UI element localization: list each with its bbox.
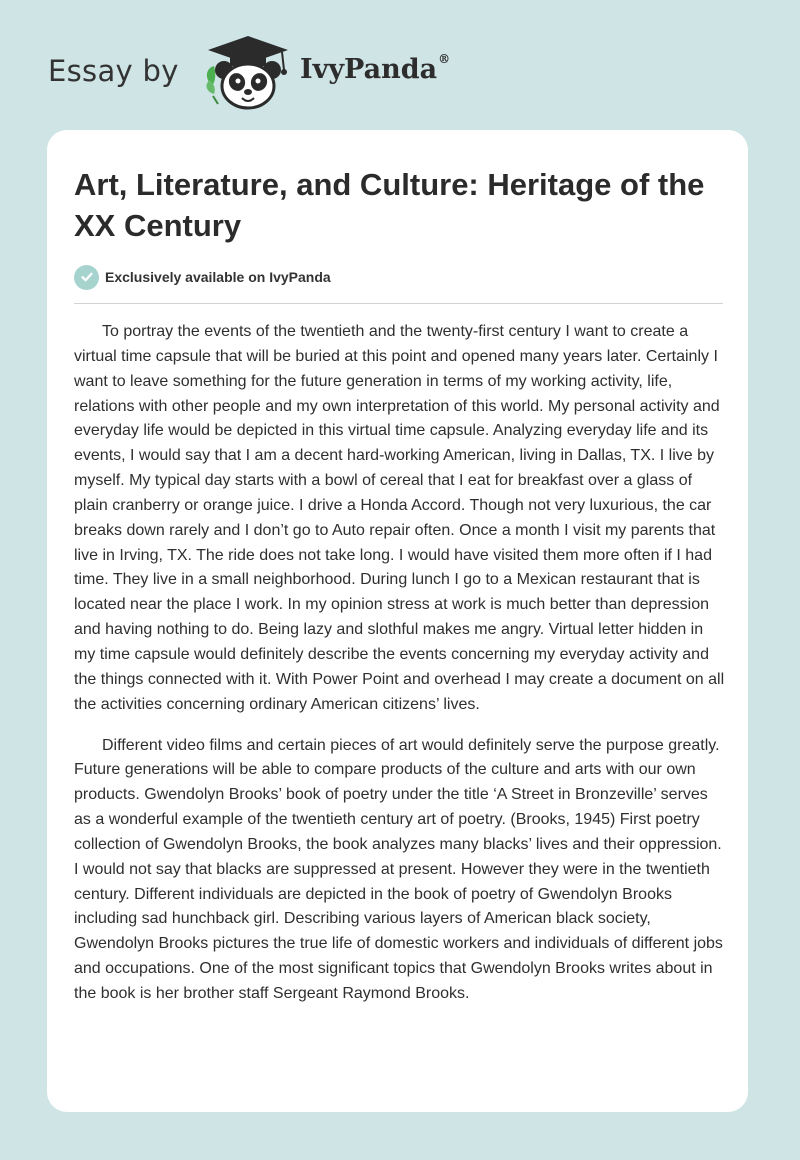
brand-name[interactable] [300, 54, 450, 85]
site-header [48, 34, 748, 114]
essay-by-label: Essay by [48, 54, 179, 88]
exclusive-badge [74, 264, 331, 290]
divider [74, 303, 723, 304]
registered-mark: ® [438, 52, 451, 66]
exclusive-label: Exclusively available on IvyPanda [105, 269, 331, 285]
brand-name-text: IvyPanda [300, 54, 438, 85]
essay-body [74, 320, 726, 1023]
essay-paragraph: To portray the events of the twentieth and the twenty-first century I want to create a virtual time capsule that will be buried at this point and opened many years later. Certainly I want to leave something for the future generation in terms of my working activity, life, relations with other people and my own interpretation of this world. My personal activity and everyday life would be depicted in this virtual time capsule. Analyzing everyday life and its events, I would say that I am a decent hard-working American, living in Dallas, TX. I live by myself. My typical day starts with a bowl of cereal that I eat for breakfast over a glass of plain cranberry or orange juice. I drive a Honda Accord. Though not very luxurious, the car breaks down rarely and I don’t go to Auto repair often. Once a month I visit my parents that live in Irving, TX. The ride does not take long. I would have visited them more often if I had time. They live in a small neighborhood. During lunch I go to a Mexican restaurant that is located near the place I work. In my opinion stress at work is much better than depression and having nothing to do. Being lazy and slothful makes me angry. Virtual letter hidden in my time capsule would definitely describe the events concerning my everyday activity and the things connected with it. With Power Point and overhead I may create a document on all the activities concerning ordinary American citizens’ lives. [74, 323, 725, 713]
essay-title: Art, Literature, and Culture: Heritage of the XX Century [74, 167, 705, 243]
essay-paragraph: Different video films and certain pieces of art would definitely serve the purpose greatly. Future generations will be able to compare products of the culture and arts with our own products. Gwendolyn Brooks’ book of poetry under the title ‘A Street in Bronzeville’ serves as a wonderful example of the twentieth century art of poetry. (Brooks, 1945) First poetry collection of Gwendolyn Brooks, the book analyzes many blacks’ lives and their oppression. I would not say that blacks are suppressed at present. However they were in the twentieth century. Different individuals are depicted in the book of poetry of Gwendolyn Brooks including sad hunchback girl. Describing various layers of American black society, Gwendolyn Brooks pictures the true life of domestic workers and individuals of different jobs and occupations. One of the most significant topics that Gwendolyn Brooks writes about in the book is her brother staff Sergeant Raymond Brooks. [74, 736, 723, 1002]
essay-card [47, 130, 748, 1112]
check-icon [74, 265, 99, 290]
panda-graduate-logo-icon[interactable] [202, 34, 294, 110]
